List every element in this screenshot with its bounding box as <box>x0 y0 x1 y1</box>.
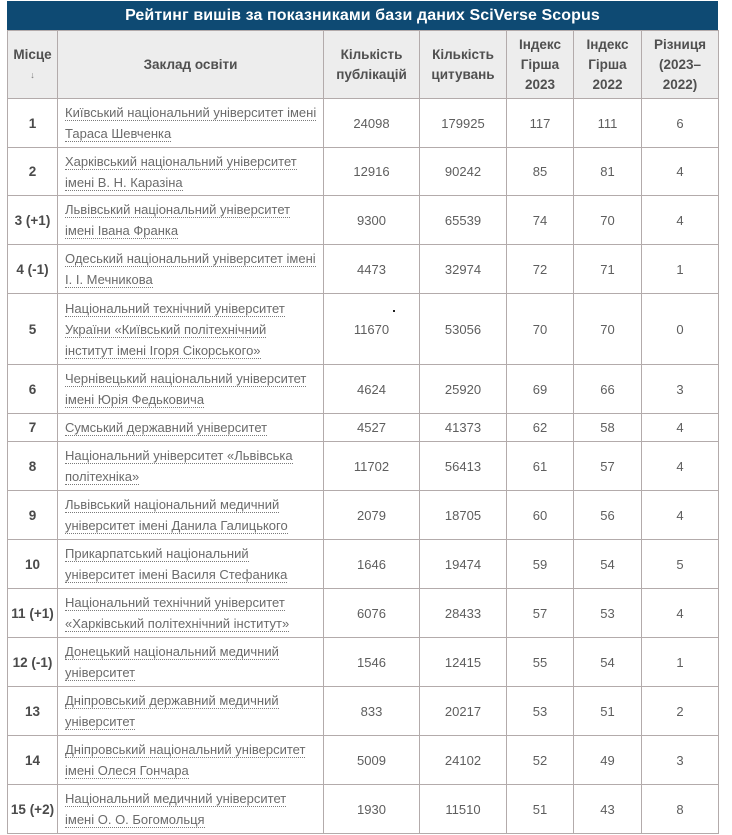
h-index-2023-cell: 51 <box>507 785 574 834</box>
difference-cell: 0 <box>642 294 719 365</box>
difference-cell: 5 <box>642 540 719 589</box>
institution-cell <box>58 245 324 294</box>
h-index-2022-cell: 70 <box>574 294 642 365</box>
header-citations-line1: Кількість <box>432 46 494 62</box>
institution-cell <box>58 687 324 736</box>
table-row <box>8 245 719 294</box>
institution-cell <box>58 785 324 834</box>
header-diff-line3: 2022) <box>662 76 698 92</box>
institution-cell <box>58 589 324 638</box>
header-publications-line1: Кількість <box>340 46 403 62</box>
citations-cell: 90242 <box>420 148 507 196</box>
institution-cell <box>58 196 324 245</box>
institution-link[interactable]: Львівський національний медичний університет імені Данила Галицького <box>65 497 288 533</box>
h-index-2023-cell: 62 <box>507 414 574 442</box>
h-index-2022-cell: 71 <box>574 245 642 294</box>
publications-cell: 9300 <box>324 196 420 245</box>
institution-cell <box>58 736 324 785</box>
difference-cell: 8 <box>642 785 719 834</box>
h-index-2022-cell: 51 <box>574 687 642 736</box>
h-index-2023-cell: 52 <box>507 736 574 785</box>
rank-cell: 7 <box>8 414 58 442</box>
citations-cell: 179925 <box>420 99 507 148</box>
difference-cell: 4 <box>642 589 719 638</box>
table-row <box>8 414 719 442</box>
institution-cell <box>58 442 324 491</box>
publications-cell: 4473 <box>324 245 420 294</box>
h-index-2023-cell: 70 <box>507 294 574 365</box>
h-index-2022-cell: 56 <box>574 491 642 540</box>
header-h2022-line1: Індекс <box>586 36 629 52</box>
h-index-2022-cell: 66 <box>574 365 642 414</box>
header-diff-line2: (2023– <box>658 56 702 72</box>
publications-cell: 11702 <box>324 442 420 491</box>
h-index-2023-cell: 57 <box>507 589 574 638</box>
table-body <box>8 99 719 834</box>
h-index-2023-cell: 117 <box>507 99 574 148</box>
header-rank[interactable] <box>8 31 58 99</box>
header-row <box>8 31 719 99</box>
table-row <box>8 687 719 736</box>
publications-cell: 4527 <box>324 414 420 442</box>
rank-cell: 5 <box>8 294 58 365</box>
institution-cell <box>58 638 324 687</box>
table-row <box>8 491 719 540</box>
header-h2022-line2: Гірша <box>588 56 627 72</box>
difference-cell: 4 <box>642 442 719 491</box>
header-institution-label: Заклад освіти <box>143 56 238 72</box>
h-index-2022-cell: 54 <box>574 638 642 687</box>
table-row <box>8 785 719 834</box>
citations-cell: 28433 <box>420 589 507 638</box>
h-index-2022-cell: 49 <box>574 736 642 785</box>
institution-link[interactable]: Національний університет «Львівська політехніка» <box>65 448 293 484</box>
h-index-2023-cell: 85 <box>507 148 574 196</box>
institution-link[interactable]: Львівський національний університет імені Івана Франка <box>65 202 291 238</box>
difference-cell: 6 <box>642 99 719 148</box>
difference-cell: 1 <box>642 638 719 687</box>
h-index-2023-cell: 59 <box>507 540 574 589</box>
h-index-2022-cell: 81 <box>574 148 642 196</box>
publications-cell: 12916 <box>324 148 420 196</box>
h-index-2022-cell: 43 <box>574 785 642 834</box>
institution-link[interactable]: Сумський державний університет <box>65 420 268 435</box>
h-index-2022-cell: 53 <box>574 589 642 638</box>
table-row <box>8 365 719 414</box>
institution-link[interactable]: Національний технічний університет України «Київський політехнічний інститут імені Ігоря Сікорського» <box>65 300 285 358</box>
rank-cell: 9 <box>8 491 58 540</box>
difference-cell: 3 <box>642 365 719 414</box>
header-h2023-line2: Гірша <box>520 56 560 72</box>
institution-link[interactable]: Чернівецький національний університет імені Юрія Федьковича <box>65 371 307 407</box>
table-row <box>8 99 719 148</box>
table-row <box>8 540 719 589</box>
difference-cell: 4 <box>642 196 719 245</box>
h-index-2023-cell: 55 <box>507 638 574 687</box>
table-title: Рейтинг вишів за показниками бази даних SciVerse Scopus <box>7 1 718 30</box>
rank-cell: 13 <box>8 687 58 736</box>
h-index-2022-cell: 111 <box>574 99 642 148</box>
table-row <box>8 442 719 491</box>
rank-cell: 3 (+1) <box>8 196 58 245</box>
table-row <box>8 736 719 785</box>
difference-cell: 4 <box>642 414 719 442</box>
institution-link[interactable]: Київський національний університет імені Тараса Шевченка <box>65 105 317 141</box>
table-row <box>8 196 719 245</box>
citations-cell: 12415 <box>420 638 507 687</box>
institution-cell <box>58 414 324 442</box>
rank-cell: 6 <box>8 365 58 414</box>
publications-cell: 24098 <box>324 99 420 148</box>
institution-cell <box>58 294 324 365</box>
publications-cell: 11670 <box>324 294 420 365</box>
rank-cell: 2 <box>8 148 58 196</box>
rank-cell: 4 (-1) <box>8 245 58 294</box>
header-h2023-line3: 2023 <box>524 76 556 92</box>
institution-cell <box>58 365 324 414</box>
header-h-index-2023 <box>507 31 574 99</box>
h-index-2023-cell: 69 <box>507 365 574 414</box>
h-index-2023-cell: 72 <box>507 245 574 294</box>
institution-cell <box>58 491 324 540</box>
citations-cell: 32974 <box>420 245 507 294</box>
institution-link[interactable]: Дніпровський державний медичний університет <box>65 693 279 729</box>
header-institution <box>58 31 324 99</box>
publications-cell: 1546 <box>324 638 420 687</box>
h-index-2023-cell: 53 <box>507 687 574 736</box>
table-row <box>8 294 719 365</box>
publications-cell: 1930 <box>324 785 420 834</box>
table-row <box>8 148 719 196</box>
header-diff-line1: Різниця <box>653 36 707 52</box>
difference-cell: 2 <box>642 687 719 736</box>
publications-cell: 1646 <box>324 540 420 589</box>
institution-link[interactable]: Харківський національний університет імені В. Н. Каразіна <box>65 153 297 190</box>
h-index-2022-cell: 70 <box>574 196 642 245</box>
header-h2022-line3: 2022 <box>592 76 623 92</box>
citations-cell: 19474 <box>420 540 507 589</box>
rank-cell: 8 <box>8 442 58 491</box>
table-row <box>8 638 719 687</box>
h-index-2023-cell: 60 <box>507 491 574 540</box>
header-h2023-line1: Індекс <box>518 36 562 52</box>
ranking-table-container <box>7 1 718 834</box>
header-h-index-2022 <box>574 31 642 99</box>
citations-cell: 20217 <box>420 687 507 736</box>
publications-cell: 4624 <box>324 365 420 414</box>
header-difference <box>642 31 719 99</box>
h-index-2022-cell: 57 <box>574 442 642 491</box>
h-index-2023-cell: 61 <box>507 442 574 491</box>
header-rank-label: Місце <box>13 46 52 62</box>
publications-cell: 2079 <box>324 491 420 540</box>
publications-cell: 833 <box>324 687 420 736</box>
rank-cell: 14 <box>8 736 58 785</box>
publications-cell: 5009 <box>324 736 420 785</box>
h-index-2023-cell: 74 <box>507 196 574 245</box>
institution-cell <box>58 148 324 196</box>
citations-cell: 56413 <box>420 442 507 491</box>
citations-cell: 25920 <box>420 365 507 414</box>
header-publications-line2: публікацій <box>336 66 407 82</box>
h-index-2022-cell: 58 <box>574 414 642 442</box>
citations-cell: 41373 <box>420 414 507 442</box>
citations-cell: 24102 <box>420 736 507 785</box>
table-row <box>8 589 719 638</box>
citations-cell: 18705 <box>420 491 507 540</box>
stray-dot <box>393 310 395 312</box>
institution-link[interactable]: Донецький національний медичний університет <box>65 644 279 680</box>
rank-cell: 12 (-1) <box>8 638 58 687</box>
rank-cell: 1 <box>8 99 58 148</box>
header-publications <box>324 31 420 99</box>
institution-link[interactable]: Національний медичний університет імені О. О. Богомольця <box>65 791 287 827</box>
institution-link[interactable]: Одеський національний університет імені І. І. Мечникова <box>65 251 316 287</box>
difference-cell: 3 <box>642 736 719 785</box>
difference-cell: 1 <box>642 245 719 294</box>
citations-cell: 53056 <box>420 294 507 365</box>
publications-cell: 6076 <box>324 589 420 638</box>
institution-link[interactable]: Національний технічний університет «Харківський політехнічний інститут» <box>65 595 290 631</box>
institution-cell <box>58 99 324 148</box>
rank-cell: 10 <box>8 540 58 589</box>
sort-arrow-icon[interactable]: ↓ <box>30 69 35 80</box>
header-citations-line2: цитувань <box>431 66 495 82</box>
difference-cell: 4 <box>642 148 719 196</box>
h-index-2022-cell: 54 <box>574 540 642 589</box>
institution-link[interactable]: Дніпровський національний університет імені Олеся Гончара <box>65 742 306 778</box>
rank-cell: 11 (+1) <box>8 589 58 638</box>
rank-cell: 15 (+2) <box>8 785 58 834</box>
citations-cell: 11510 <box>420 785 507 834</box>
institution-link[interactable]: Прикарпатський національний університет імені Василя Стефаника <box>65 546 288 582</box>
institution-cell <box>58 540 324 589</box>
header-citations <box>420 31 507 99</box>
ranking-table <box>7 30 719 834</box>
difference-cell: 4 <box>642 491 719 540</box>
citations-cell: 65539 <box>420 196 507 245</box>
